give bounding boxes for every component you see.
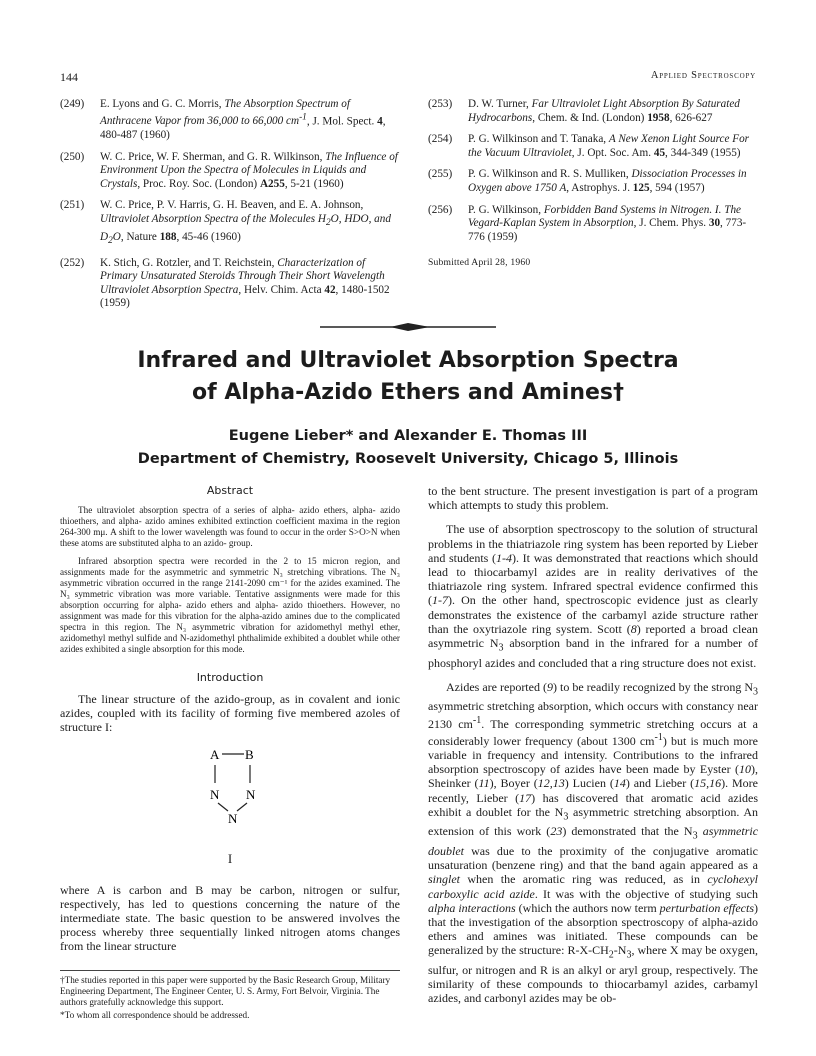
reference-number: (251)	[60, 199, 85, 212]
reference-entry	[60, 98, 400, 143]
reference-number: (250)	[60, 150, 85, 163]
reference-text: P. G. Wilkinson, Forbidden Band Systems in Nitrogen. I. The Vegard-Kaplan System in Absorption, J. Chem. Phys. 30, 773-776 (1959)	[468, 203, 747, 243]
reference-entry	[60, 257, 400, 311]
section-divider-ornament	[320, 321, 496, 333]
reference-number: (254)	[428, 133, 453, 146]
abstract-heading: Abstract	[206, 484, 254, 497]
atom-n3: N	[228, 810, 238, 826]
azole-structure-diagram	[60, 745, 400, 845]
reference-text: W. C. Price, W. F. Sherman, and G. R. Wilkinson, The Influence of Environment Upon the Spectra of Molecules in Liquids and Crystals, Proc. Roy. Soc. (London) A255, 5-21 (1960)	[100, 150, 398, 190]
body-left-column	[60, 484, 400, 964]
atom-n2: N	[246, 786, 256, 802]
page-number: 144	[60, 70, 78, 84]
submitted-date: Submitted April 28, 1960	[428, 257, 531, 269]
reference-text: P. G. Wilkinson and R. S. Mulliken, Dissociation Processes in Oxygen above 1750 A, Astrophys. J. 125, 594 (1957)	[468, 168, 747, 194]
reference-text: P. G. Wilkinson and T. Tanaka, A New Xenon Light Source For the Vacuum Ultraviolet, J. Opt. Soc. Am. 45, 344-349 (1955)	[468, 133, 750, 159]
reference-number: (255)	[428, 168, 453, 181]
article-affiliation: Department of Chemistry, Roosevelt University, Chicago 5, Illinois	[137, 451, 679, 467]
article-title-line-1: Infrared and Ultraviolet Absorption Spectra	[137, 348, 679, 373]
abstract-paragraph: The ultraviolet absorption spectra of a series of alpha- azido ethers, alpha- azido thioethers, and alpha- azido amines exhibited extinction coefficient maxima in the region 264-300 mμ. A shift to the lower wavelength was found to occur in the order S>O>N when these atoms are substituted alpha to an azido- group.	[60, 505, 400, 548]
footnotes	[60, 970, 400, 1023]
reference-number: (252)	[60, 256, 85, 269]
atom-b: B	[245, 746, 254, 762]
reference-entry	[428, 98, 758, 125]
reference-entry	[428, 133, 758, 160]
body-paragraph: The use of absorption spectroscopy to the solution of structural problems in the thiatriazole ring system has been reported by Lieber and students (1-4). It was demonstrated that reactions which should lead to thiocarbamyl azides are in reality derivatives of the thiatriazole ring system. Infrared spectral evidence confirmed this (1-7). On the other hand, spectroscopic evidence just as clearly demonstrates the existence of the carbamyl azide structure rather than the oxytriazole ring system. Scott (8) reported a broad clean asymmetric $N_3$ absorption band in the infrared for a number of phosphoryl azides and concluded that a ring structure does not exist.	[428, 522, 759, 670]
structure-label: I	[227, 850, 233, 866]
reference-text: D. W. Turner, Far Ultraviolet Light Absorption By Saturated Hydrocarbons, Chem. & Ind. (London) 1958, 626-627	[468, 98, 740, 124]
body-paragraph: to the bent structure. The present investigation is part of a program which attempts to study this problem.	[428, 484, 758, 513]
article-title-line-2: of Alpha-Azido Ethers and Amines†	[191, 380, 624, 405]
running-head: Applied Spectroscopy	[650, 70, 756, 81]
reference-text: K. Stich, G. Rotzler, and T. Reichstein, Characterization of Primary Unsaturated Steroids Through Their Short Wavelength Ultraviolet Absorption Spectra, Helv. Chim. Acta 42, 1480-1502 (1959)	[100, 256, 390, 310]
reference-entry	[428, 168, 758, 195]
body-paragraph: Azides are reported (9) to be readily recognized by the strong $N_3$ asymmetric stretching absorption, which occurs with constancy near 2130 $cm^{-1}$. The corresponding symmetric stretching occurs at a considerably lower frequency (about 1300 $cm^{-1}$) but is much more variable in frequency and intensity. Contributions to the infrared absorption spectroscopy of azides have been made by Eyster (10), Sheinker (11), Boyer (12,13) Lucien (14) and Lieber (15,16). More recently, Lieber (17) has discovered that aromatic acid azides exhibit a doublet for the $N_3$ asymmetric stretching absorption. An extension of this work (23) demonstrated that the $N_3$ asymmetric doublet was due to the proximity of the conjugative aromatic unsaturation (benzene ring) and that the band again appeared as a singlet when the aromatic ring was reduced, as in cyclohexyl carboxylic acid azide. It was with the objective of studying such alpha interactions (which the authors now term perturbation effects) that the investigation of the absorption spectroscopy of alpha-azido ethers and amines was initiated. These compounds can be generalized by the structure: $R-X-CH_2-N_3$, where X may be oxygen, sulfur, or nitrogen and R is an alkyl or aryl group, respectively. The similarity of these compounds to thiocarbamyl azides, carbamyl azides, and carbonyl azides may be ob-	[428, 679, 759, 1006]
references-left-column	[60, 98, 400, 312]
reference-number: (256)	[428, 203, 453, 216]
reference-entry	[428, 204, 758, 245]
body-right-column	[428, 484, 758, 1016]
reference-number: (249)	[60, 98, 85, 110]
reference-text: E. Lyons and G. C. Morris, The Absorption Spectrum of Anthracene Vapor from 36,000 to 66,000 $cm^{-1}$, J. Mol. Spect. 4, 480-487 (1960)	[100, 98, 386, 141]
footnote: *To whom all correspondence should be addressed.	[60, 1010, 250, 1020]
abstract-paragraph: Infrared absorption spectra were recorded in the 2 to 15 micron region, and assignments made for the asymmetric and symmetric N₃ stretching vibrations. The N₃ asymmetric vibration occurred in the range 2141-2090 cm⁻¹ for the azides examined. The N₃ symmetric vibration was more variable. Tentative assignments were made for this absorption occurring for alpha- azido ethers and alpha- azido thioethers. However, no assignment was made for this vibration for the alpha-azido amines due to the complicated spectra in this region. The N₃ asymmetric vibration for azidomethyl methyl ether, azidomethyl methyl sulfide and N-azidomethyl phthalimide exhibited a doublet while other azides exhibited a single absorption for this mode.	[60, 556, 400, 654]
references-right-column	[428, 98, 758, 270]
footnote: †The studies reported in this paper were supported by the Basic Research Group, Military Engineering Department, The Engineer Center, U. S. Army, Fort Belvoir, Virginia. The authors gratefully acknowledge this support.	[60, 975, 391, 1007]
reference-text: W. C. Price, P. V. Harris, G. H. Beaven, and E. A. Johnson, Ultraviolet Absorption Spectra of the Molecules $H_2O$, HDO, and $D_2O$, Nature 188, 45-46 (1960)	[100, 199, 391, 246]
intro-paragraph: where A is carbon and B may be carbon, nitrogen or sulfur, respectively, has led to questions concerning the nature of the intermediate state. The basic question to be answered involves the process whereby three sequentially linked nitrogen atoms changes from the linear structure	[60, 882, 400, 954]
intro-paragraph: The linear structure of the azido-group, as in covalent and ionic azides, coupled with its facility of forming five membered azoles of structure I:	[60, 692, 400, 735]
introduction-heading: Introduction	[196, 671, 264, 684]
article-authors: Eugene Lieber* and Alexander E. Thomas III	[228, 428, 588, 444]
atom-a: A	[210, 746, 220, 762]
reference-entry	[60, 151, 400, 192]
atom-n1: N	[210, 786, 220, 802]
reference-number: (253)	[428, 98, 453, 110]
footnote-rule	[60, 970, 400, 971]
reference-entry	[60, 199, 400, 248]
